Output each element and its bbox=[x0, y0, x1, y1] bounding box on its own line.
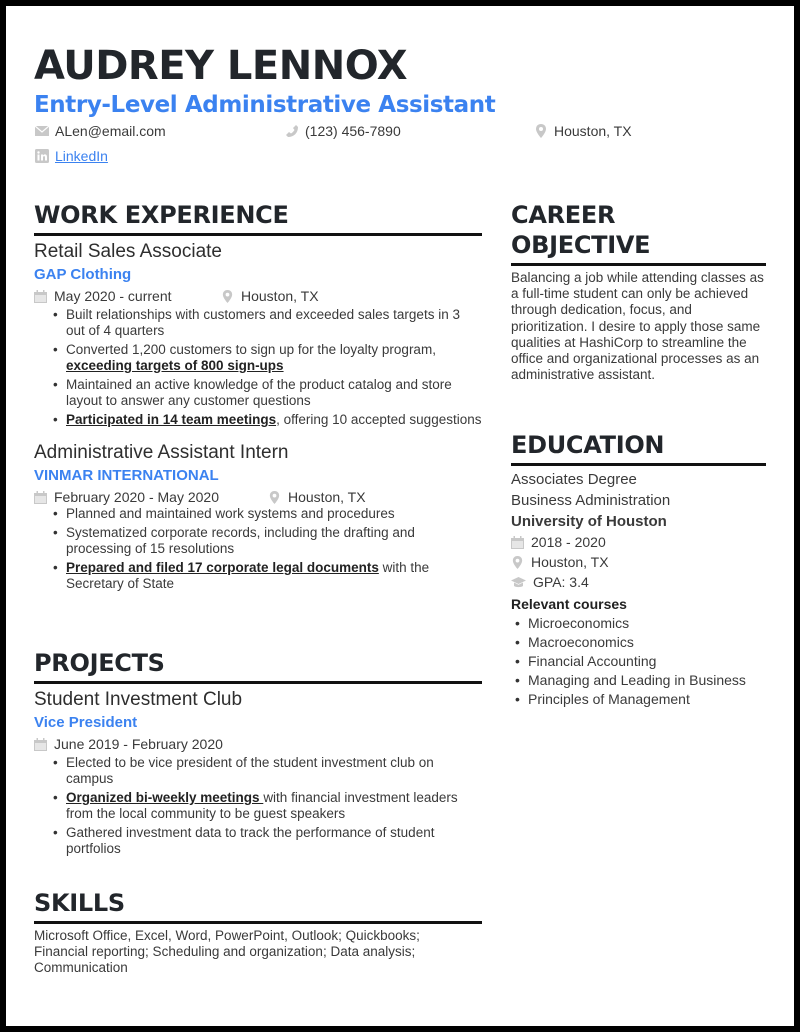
graduation-cap-icon bbox=[511, 576, 526, 589]
bullet-item: • Converted 1,200 customers to sign up for the loyalty program, exceeding targets of 800 sign-ups bbox=[66, 342, 482, 374]
section-divider bbox=[34, 921, 482, 924]
project-bullets bbox=[34, 755, 482, 857]
bullet-item: • Maintained an active knowledge of the product catalog and store layout to answer any customer questions bbox=[66, 377, 482, 409]
calendar-icon bbox=[34, 738, 47, 751]
job-dates: February 2020 - May 2020 bbox=[54, 489, 219, 505]
course-item: • Principles of Management bbox=[528, 690, 766, 709]
career-objective-section bbox=[511, 200, 766, 383]
section-divider bbox=[34, 681, 482, 684]
job-bullets bbox=[34, 506, 482, 592]
job-role: Retail Sales Associate bbox=[34, 241, 222, 262]
contact-phone bbox=[285, 122, 401, 140]
envelope-icon bbox=[35, 124, 49, 138]
course-item: • Microeconomics bbox=[528, 614, 766, 633]
bullet-item: • Organized bi-weekly meetings with financial investment leaders from the local community to be guest speakers bbox=[66, 790, 482, 822]
career-objective-heading: CAREER OBJECTIVE bbox=[511, 201, 651, 259]
contact-email bbox=[35, 122, 166, 140]
project-meta bbox=[34, 735, 482, 753]
map-pin-icon bbox=[268, 491, 281, 504]
job-title: Entry-Level Administrative Assistant bbox=[34, 92, 496, 118]
linkedin-icon bbox=[35, 149, 49, 163]
section-divider bbox=[511, 263, 766, 266]
job-entry bbox=[34, 240, 482, 428]
work-experience-heading: WORK EXPERIENCE bbox=[34, 201, 289, 229]
section-divider bbox=[511, 463, 766, 466]
calendar-icon bbox=[34, 290, 47, 303]
skills-heading: SKILLS bbox=[34, 889, 125, 917]
resume-page bbox=[6, 6, 794, 1026]
relevant-courses-label: Relevant courses bbox=[511, 596, 627, 612]
gpa: GPA: 3.4 bbox=[533, 574, 589, 590]
job-role: Administrative Assistant Intern bbox=[34, 442, 289, 463]
skills-text: Microsoft Office, Excel, Word, PowerPoint, Outlook; Quickbooks; Financial reporting; Scheduling and organization; Data analysis; Communication bbox=[34, 928, 420, 976]
bullet-item: • Built relationships with customers and exceeded sales targets in 3 out of 4 quarters bbox=[66, 307, 482, 339]
phone-icon bbox=[285, 124, 299, 138]
projects-heading: PROJECTS bbox=[34, 649, 165, 677]
email-text: ALen@email.com bbox=[55, 123, 166, 139]
education-location: Houston, TX bbox=[531, 554, 609, 570]
map-pin-icon bbox=[221, 290, 234, 303]
bullet-item: • Prepared and filed 17 corporate legal documents with the Secretary of State bbox=[66, 560, 482, 592]
contact-linkedin bbox=[35, 147, 108, 165]
education-section bbox=[511, 430, 766, 709]
calendar-icon bbox=[511, 536, 524, 549]
calendar-icon bbox=[34, 491, 47, 504]
work-experience-section bbox=[34, 200, 482, 595]
map-pin-icon bbox=[534, 124, 548, 138]
job-meta bbox=[34, 287, 482, 305]
education-dates-row bbox=[511, 532, 766, 552]
course-item: • Managing and Leading in Business bbox=[528, 671, 766, 690]
course-item: • Macroeconomics bbox=[528, 633, 766, 652]
section-divider bbox=[34, 233, 482, 236]
bullet-item: • Gathered investment data to track the performance of student portfolios bbox=[66, 825, 482, 857]
project-dates: June 2019 - February 2020 bbox=[54, 736, 223, 752]
education-dates: 2018 - 2020 bbox=[531, 534, 606, 550]
candidate-name: AUDREY LENNOX bbox=[34, 43, 408, 89]
job-location: Houston, TX bbox=[241, 288, 319, 304]
school-name: University of Houston bbox=[511, 513, 667, 530]
bullet-item: • Systematized corporate records, including the drafting and processing of 15 resolutions bbox=[66, 525, 482, 557]
job-location: Houston, TX bbox=[288, 489, 366, 505]
projects-section bbox=[34, 648, 482, 860]
field-of-study: Business Administration bbox=[511, 492, 671, 509]
skills-section bbox=[34, 888, 482, 977]
courses-list bbox=[511, 614, 766, 709]
bullet-item: • Elected to be vice president of the student investment club on campus bbox=[66, 755, 482, 787]
job-dates: May 2020 - current bbox=[54, 288, 172, 304]
job-meta bbox=[34, 488, 482, 506]
job-entry bbox=[34, 441, 482, 592]
degree: Associates Degree bbox=[511, 471, 637, 488]
project-name: Student Investment Club bbox=[34, 689, 243, 710]
education-location-row bbox=[511, 552, 766, 572]
course-item: • Financial Accounting bbox=[528, 652, 766, 671]
location-text: Houston, TX bbox=[554, 123, 632, 139]
map-pin-icon bbox=[511, 556, 524, 569]
project-entry bbox=[34, 688, 482, 857]
education-heading: EDUCATION bbox=[511, 431, 665, 459]
job-company: GAP Clothing bbox=[34, 266, 132, 283]
project-role: Vice President bbox=[34, 714, 138, 731]
contact-location bbox=[534, 122, 632, 140]
gpa-row bbox=[511, 572, 766, 592]
job-bullets bbox=[34, 307, 482, 428]
job-company: VINMAR INTERNATIONAL bbox=[34, 467, 219, 484]
linkedin-link[interactable]: LinkedIn bbox=[55, 148, 108, 164]
phone-text: (123) 456-7890 bbox=[305, 123, 401, 139]
bullet-item: • Participated in 14 team meetings, offering 10 accepted suggestions bbox=[66, 412, 482, 428]
objective-text: Balancing a job while attending classes as a full-time student can only be achieved through dedication, focus, and prioritization. I desire to apply those same qualities at HashiCorp to streamline the office and organizational processes as an administrative assistant. bbox=[511, 270, 764, 383]
bullet-item: • Planned and maintained work systems and procedures bbox=[66, 506, 482, 522]
